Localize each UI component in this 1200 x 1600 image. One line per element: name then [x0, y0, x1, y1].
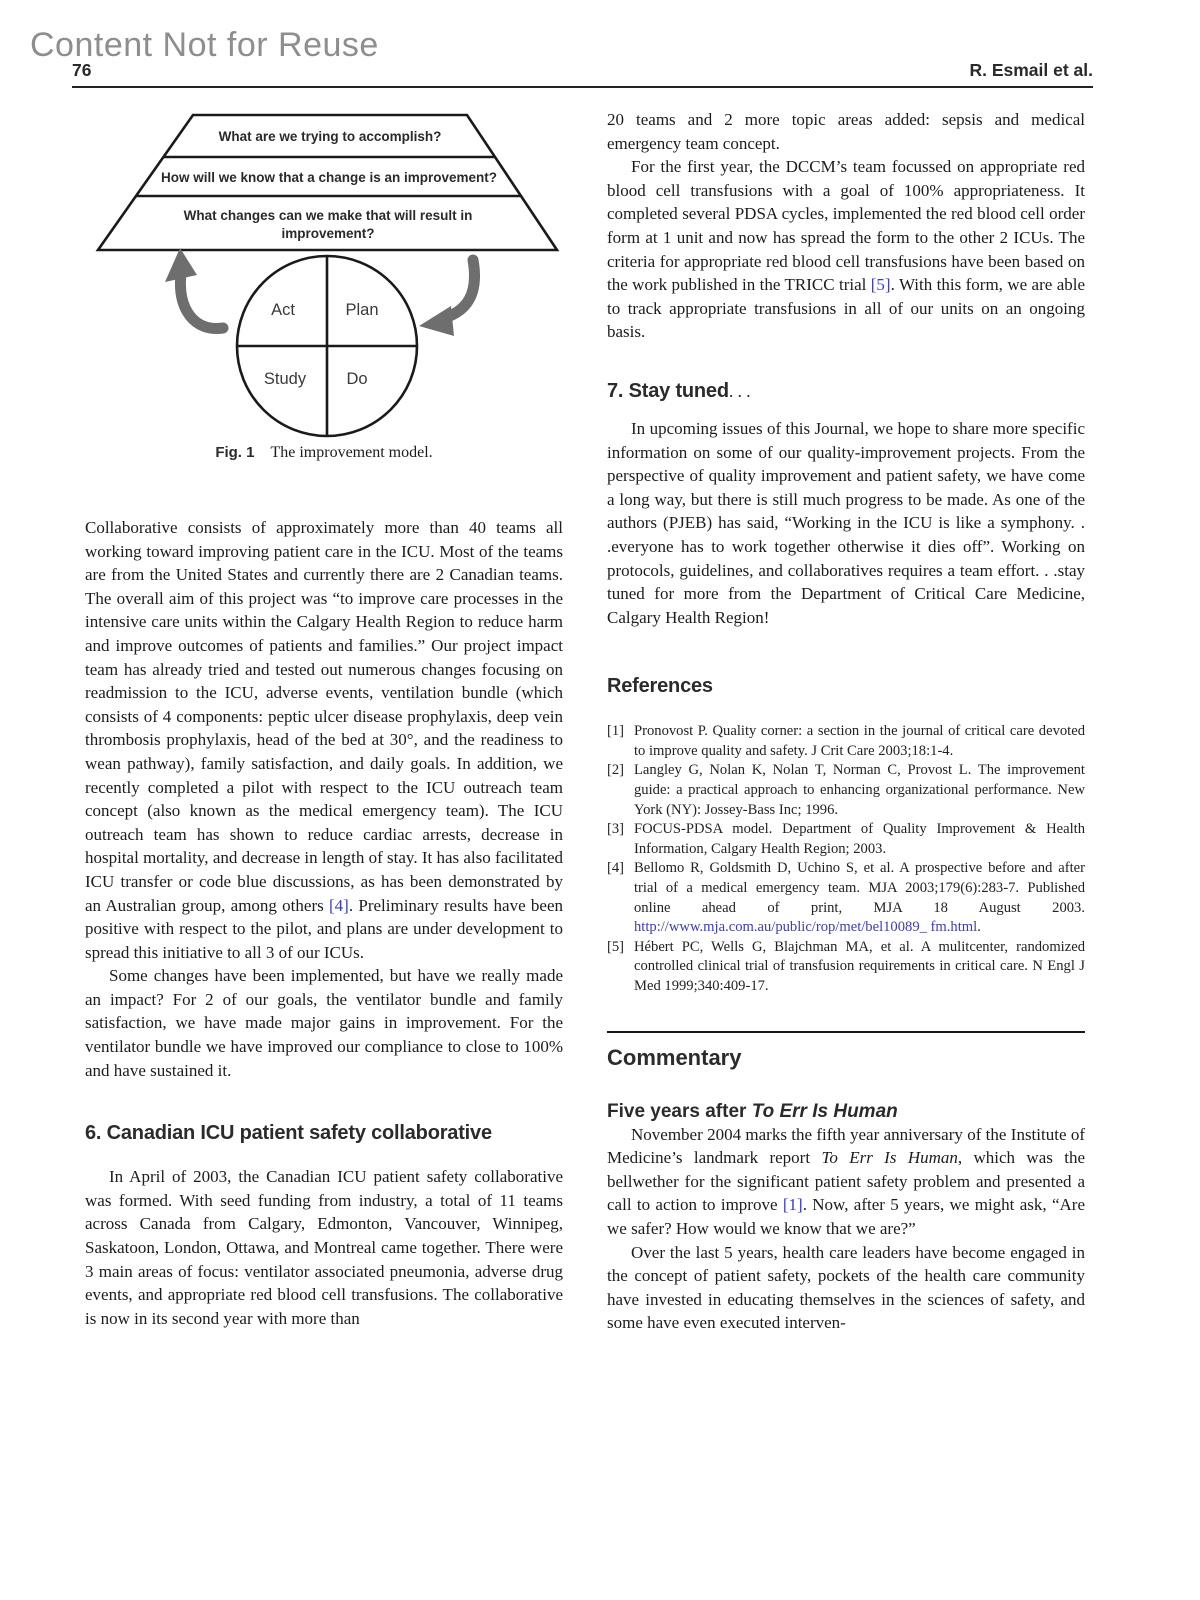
- citation-link-1[interactable]: [1]: [782, 1195, 803, 1215]
- watermark-text: Content Not for Reuse: [30, 26, 379, 64]
- reference-item-2: [607, 761, 1085, 820]
- quadrant-do-label: Do: [346, 370, 368, 388]
- paragraph-text: . With this form, we are able to track appropriate transfusions in all of our units on an ongoing basis.: [607, 275, 1086, 342]
- paragraph-text: , which was the bellwether for the significant patient safety problem and presented a call to action to improve: [607, 1148, 1085, 1215]
- body-paragraph: Over the last 5 years, health care leaders have become engaged in the concept of patient safety, pockets of the health care community have invested in educating themselves in the sciences of safety, and some have even executed interven-: [607, 1242, 1085, 1333]
- figure-caption: [85, 444, 563, 462]
- reference-item-5: [607, 938, 1085, 997]
- italic-book-title: To Err Is Human: [821, 1148, 958, 1168]
- quadrant-study-label: Study: [263, 370, 307, 388]
- right-column: [607, 108, 1085, 1335]
- left-column: [85, 108, 563, 1330]
- paragraph-text: Collaborative consists of approximately more than 40 teams all working toward improving patient care in the ICU. Most of the teams are from the United States and currently there are 2 Canadian teams. The overall aim of this project was “to improve care processes in the intensive care units within the Calgary Health Region to reduce harm and improve outcomes of patients and families.” Our project impact team has already tried and tested out numerous changes focusing on readmission to the ICU, adverse events, ventilation bundle (which consists of 4 components: peptic ulcer disease prophylaxis, deep vein thrombosis prophylaxis, head of the bed at 30°, and the readiness to wean pathway), family satisfaction, and daily goals. In addition, we recently completed a pilot with respect to the ICU outreach team concept (also known as the medical emergency team). The ICU outreach team has shown to reduce cardiac arrests, decrease in hospital mortality, and decrease in length of stay. It has also facilitated ICU transfer or code blue discussions, as has been demonstrated by an Australian group, among others: [85, 518, 563, 915]
- body-paragraph: Some changes have been implemented, but have we really made an impact? For 2 of our goals, the ventilator bundle and family satisfaction, we have made major gains in improvement. For the ventilator bundle we have improved our compliance to close to 100% and have sustained it.: [85, 966, 563, 1080]
- band3-question-line1: What changes can we make that will result in: [183, 208, 473, 223]
- references-heading: References: [607, 675, 713, 698]
- reference-marker: [3]: [607, 821, 625, 838]
- body-paragraph: [85, 516, 563, 964]
- body-paragraph: 20 teams and 2 more topic areas added: sepsis and medical emergency team concept.: [607, 110, 1085, 153]
- band1-question: What are we trying to accomplish?: [218, 129, 442, 144]
- page-number: 76: [72, 60, 92, 80]
- section-7-heading: [607, 380, 1085, 403]
- reference-marker: [4]: [607, 860, 625, 877]
- commentary-subheading: [607, 1101, 1085, 1123]
- reference-text: Pronovost P. Quality corner: a section in the journal of critical care devoted to improve quality and safety. J Crit Care 2003;18:1-4.: [634, 723, 1085, 759]
- quadrant-plan-label: Plan: [345, 301, 379, 319]
- cycle-arrow-left-icon: [165, 248, 223, 328]
- paragraph-text: . Now, after 5 years, we might ask, “Are we safer? How would we know that we are?”: [607, 1195, 1085, 1238]
- citation-link-4[interactable]: [4]: [329, 895, 349, 915]
- figure-1: [85, 108, 563, 462]
- band3-question-line2: improvement?: [281, 226, 375, 241]
- section-7-ellipsis: . . .: [728, 380, 751, 401]
- citation-link-5[interactable]: [5]: [870, 275, 891, 295]
- body-paragraph: In upcoming issues of this Journal, we hope to share more specific information on some of our quality-improvement projects. From the perspective of quality improvement and patient safety, we have come a long way, but there is still much progress to be made. As one of the authors (PJEB) has said, “Working in the ICU is like a symphony. . .everyone has to work together otherwise it dies off”. Working on protocols, guidelines, and collaboratives requires a team effort. . .stay tuned for more from the Department of Critical Care Medicine, Calgary Health Region!: [607, 418, 1085, 627]
- cycle-arrow-right-icon: [419, 260, 475, 336]
- commentary-heading: Commentary: [607, 1044, 742, 1070]
- reference-item-4: [607, 859, 1085, 937]
- reference-text: Hébert PC, Wells G, Blajchman MA, et al. A mulitcenter, randomized controlled clinical trial of transfusion requirements in critical care. N Engl J Med 1999;340:409-17.: [634, 938, 1085, 994]
- page-header: [72, 60, 1093, 88]
- commentary-divider: [607, 1031, 1085, 1033]
- reference-text: Langley G, Nolan K, Nolan T, Norman C, Provost L. The improvement guide: a practical approach to enhancing organizational performance. New York (NY): Jossey-Bass Inc; 1996.: [634, 762, 1085, 818]
- paragraph-text: November 2004 marks the fifth year anniversary of the Institute of Medicine’s landmark report: [607, 1124, 1085, 1168]
- reference-item-3: [607, 820, 1085, 859]
- section-7-title-text: 7. Stay tuned: [607, 379, 729, 402]
- reference-item-1: [607, 722, 1085, 761]
- improvement-model-diagram: [85, 108, 563, 440]
- body-paragraph: [607, 1123, 1085, 1241]
- body-paragraph: [607, 155, 1085, 344]
- subheading-text: Five years after: [607, 1100, 752, 1122]
- reference-text: FOCUS-PDSA model. Department of Quality Improvement & Health Information, Calgary Health Region; 2003.: [634, 821, 1085, 857]
- figure-caption-label: Fig. 1: [215, 444, 255, 461]
- reference-text: Bellomo R, Goldsmith D, Uchino S, et al. A prospective before and after trial of a medical emergency team. MJA 2003;179(6):283-7. Published online ahead of print, MJA 18 August 2003.: [634, 860, 1085, 916]
- band2-question: How will we know that a change is an improvement?: [160, 170, 498, 185]
- subheading-italic-title: To Err Is Human: [751, 1100, 898, 1122]
- paragraph-text: For the first year, the DCCM’s team focussed on appropriate red blood cell transfusions with a goal of 100% appropriateness. It completed several PDSA cycles, implemented the red blood cell order form at 1 unit and now has spread the form to the other 2 ICUs. The criteria for appropriate red blood cell transfusions have been based on the work published in the TRICC trial: [607, 157, 1085, 295]
- reference-marker: [5]: [607, 938, 625, 955]
- reference-url-link[interactable]: http://www.mja.com.au/public/rop/met/bel10089_ fm.html: [634, 919, 978, 936]
- reference-marker: [1]: [607, 723, 625, 740]
- references-list: [607, 722, 1085, 996]
- quadrant-act-label: Act: [271, 301, 295, 319]
- reference-marker: [2]: [607, 762, 625, 779]
- body-paragraph: In April of 2003, the Canadian ICU patient safety collaborative was formed. With seed funding from industry, a total of 11 teams across Canada from Calgary, Edmonton, Vancouver, Winnipeg, Saskatoon, London, Ottawa, and Montreal came together. There were 3 main areas of focus: ventilator associated pneumonia, adverse drug events, and appropriate red blood cell transfusions. The collaborative is now in its second year with more than: [85, 1167, 563, 1328]
- reference-text: .: [977, 919, 981, 936]
- figure-caption-text: The improvement model.: [270, 444, 433, 461]
- paragraph-text: . Preliminary results have been positive with respect to the pilot, and plans are under development to spread this initiative to all 3 of our ICUs.: [85, 895, 564, 962]
- running-head-authors: R. Esmail et al.: [969, 60, 1093, 80]
- section-6-heading: 6. Canadian ICU patient safety collaborative: [85, 1122, 492, 1145]
